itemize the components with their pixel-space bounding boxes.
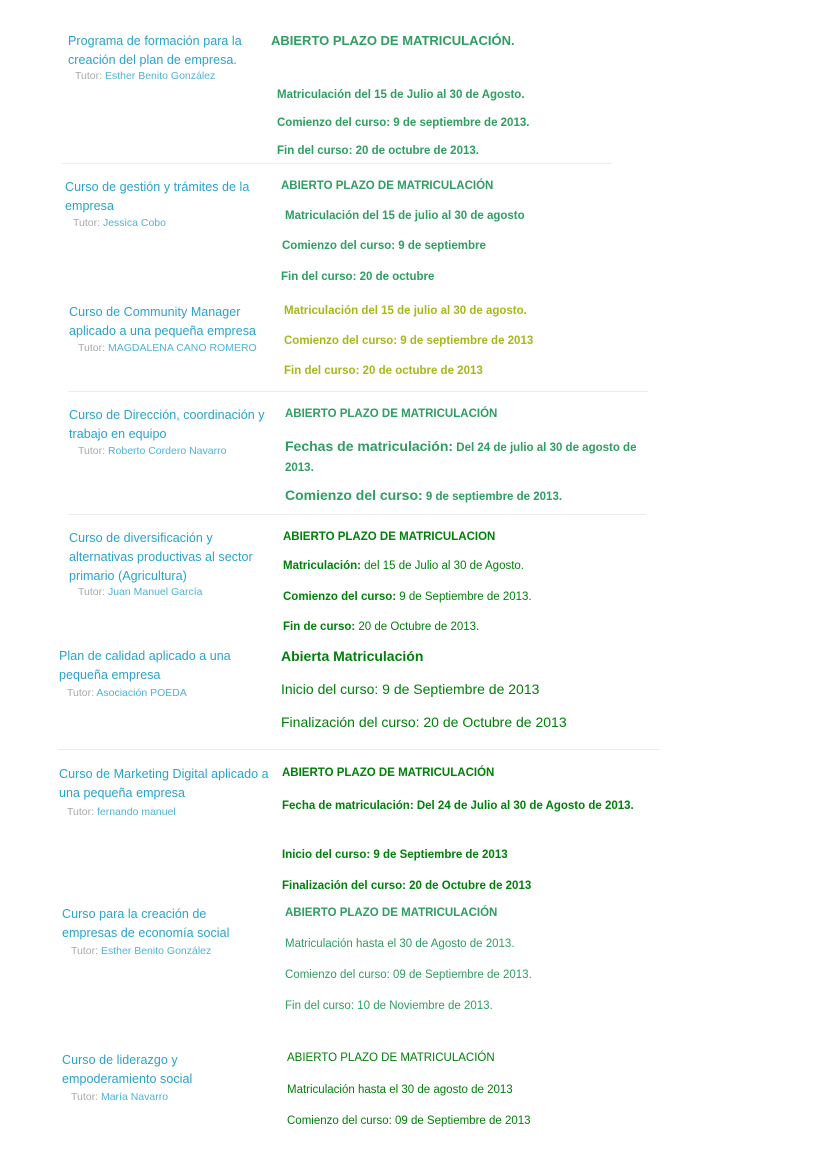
course-2-enrollment: Matriculación del 15 de julio al 30 de agosto (285, 210, 525, 222)
course-tutor-2 (73, 217, 166, 230)
course-8-enrollment: Matriculación hasta el 30 de Agosto de 2013. (285, 938, 515, 950)
tutor-name[interactable]: Jessica Cobo (102, 217, 166, 229)
comienzo-value: 9 de septiembre de 2013. (422, 491, 563, 503)
divider-3 (68, 391, 648, 392)
course-title-3[interactable]: Curso de Community Manager aplicado a una pequeña empresa (69, 305, 257, 338)
course-title-5[interactable]: Curso de diversificación y alternativas productivas al sector primario (Agricultura) (69, 531, 253, 583)
course-1-start: Comienzo del curso: 9 de septiembre de 2013. (277, 117, 530, 129)
comienzo-label: Comienzo del curso: (285, 487, 423, 503)
course-2-status: ABIERTO PLAZO DE MATRICULACIÓN (281, 180, 494, 192)
course-8-start: Comienzo del curso: 09 de Septiembre de 2013. (285, 969, 532, 981)
course-2-end: Fin del curso: 20 de octubre (281, 271, 435, 283)
course-1-end: Fin del curso: 20 de octubre de 2013. (277, 145, 479, 157)
course-7-start: Inicio del curso: 9 de Septiembre de 2013 (282, 849, 508, 861)
divider-1 (62, 163, 612, 164)
course-3-enrollment: Matriculación del 15 de julio al 30 de agosto. (284, 305, 527, 317)
course-4-start (285, 487, 562, 505)
course-4-status: ABIERTO PLAZO DE MATRICULACIÓN (285, 408, 498, 420)
course-tutor-9 (71, 1091, 168, 1104)
course-8-end: Fin del curso: 10 de Noviembre de 2013. (285, 1000, 493, 1012)
course-tutor-5 (78, 586, 203, 599)
row-value: 9 de Septiembre de 2013. (396, 591, 532, 603)
course-5-start (283, 589, 532, 605)
tutor-label: Tutor: (78, 445, 108, 457)
tutor-label: Tutor: (75, 70, 105, 82)
course-9-enrollment: Matriculación hasta el 30 de agosto de 2013 (287, 1084, 513, 1096)
tutor-name[interactable]: Asociación POEDA (96, 687, 187, 699)
row-value: del 15 de Julio al 30 de Agosto. (360, 560, 525, 572)
tutor-name[interactable]: Juan Manuel García (107, 586, 203, 598)
fechas-label: Fechas de matriculación: (285, 438, 454, 454)
course-tutor-1 (75, 70, 215, 83)
course-8-status: ABIERTO PLAZO DE MATRICULACIÓN (285, 907, 498, 919)
course-title-9[interactable]: Curso de liderazgo y empoderamiento social (62, 1053, 193, 1086)
course-tutor-8 (71, 945, 211, 958)
course-title-1[interactable]: Programa de formación para la creación del plan de empresa. (68, 34, 242, 67)
row-label: Comienzo del curso: (283, 591, 397, 603)
course-6-end: Finalización del curso: 20 de Octubre de 2013 (281, 714, 567, 730)
course-5-end (283, 619, 479, 635)
tutor-name[interactable]: Esther Benito González (100, 945, 212, 957)
course-7-status: ABIERTO PLAZO DE MATRICULACIÓN (282, 767, 495, 779)
tutor-label: Tutor: (71, 945, 101, 957)
course-title-4[interactable]: Curso de Dirección, coordinación y trabajo en equipo (69, 408, 265, 441)
tutor-name[interactable]: MAGDALENA CANO ROMERO (107, 342, 257, 354)
course-6-status: Abierta Matriculación (281, 648, 424, 664)
course-1-status: ABIERTO PLAZO DE MATRICULACIÓN. (271, 33, 515, 48)
tutor-label: Tutor: (67, 687, 97, 699)
course-tutor-3 (78, 342, 257, 355)
row-label: Fin de curso: (283, 621, 356, 633)
course-5-enrollment (283, 558, 524, 574)
course-title-6[interactable]: Plan de calidad aplicado a una pequeña empresa (59, 649, 231, 682)
tutor-label: Tutor: (78, 586, 108, 598)
tutor-label: Tutor: (67, 806, 97, 818)
course-tutor-7 (67, 806, 176, 819)
course-9-status: ABIERTO PLAZO DE MATRICULACIÓN (287, 1052, 495, 1064)
divider-6 (58, 749, 660, 750)
tutor-label: Tutor: (73, 217, 103, 229)
row-label: Matriculación: (283, 560, 361, 572)
tutor-name[interactable]: María Navarro (100, 1091, 169, 1103)
course-tutor-6 (67, 687, 187, 700)
tutor-name[interactable]: Roberto Cordero Navarro (107, 445, 227, 457)
fechas-value: Del 24 de julio al 30 de agosto de 2013. (285, 442, 637, 474)
row-value: 20 de Octubre de 2013. (355, 621, 480, 633)
course-7-end: Finalización del curso: 20 de Octubre de 2013 (282, 880, 532, 892)
tutor-label: Tutor: (71, 1091, 101, 1103)
tutor-label: Tutor: (78, 342, 108, 354)
course-3-end: Fin del curso: 20 de octubre de 2013 (284, 365, 483, 377)
tutor-name[interactable]: Esther Benito González (104, 70, 216, 82)
course-7-enrollment: Fecha de matriculación: Del 24 de Julio al 30 de Agosto de 2013. (282, 800, 634, 812)
course-9-start: Comienzo del curso: 09 de Septiembre de 2013 (287, 1115, 531, 1127)
course-title-2[interactable]: Curso de gestión y trámites de la empresa (65, 180, 250, 213)
tutor-name[interactable]: fernando manuel (96, 806, 176, 818)
course-title-7[interactable]: Curso de Marketing Digital aplicado a una pequeña empresa (59, 767, 269, 800)
course-5-status: ABIERTO PLAZO DE MATRICULACION (283, 531, 496, 543)
course-4-dates (285, 436, 655, 478)
course-tutor-4 (78, 445, 226, 458)
divider-4 (68, 514, 646, 515)
course-2-start: Comienzo del curso: 9 de septiembre (282, 240, 486, 252)
course-6-start: Inicio del curso: 9 de Septiembre de 2013 (281, 681, 540, 697)
course-title-8[interactable]: Curso para la creación de empresas de economía social (62, 907, 230, 940)
course-1-enrollment: Matriculación del 15 de Julio al 30 de Agosto. (277, 89, 525, 101)
course-3-start: Comienzo del curso: 9 de septiembre de 2013 (284, 335, 534, 347)
